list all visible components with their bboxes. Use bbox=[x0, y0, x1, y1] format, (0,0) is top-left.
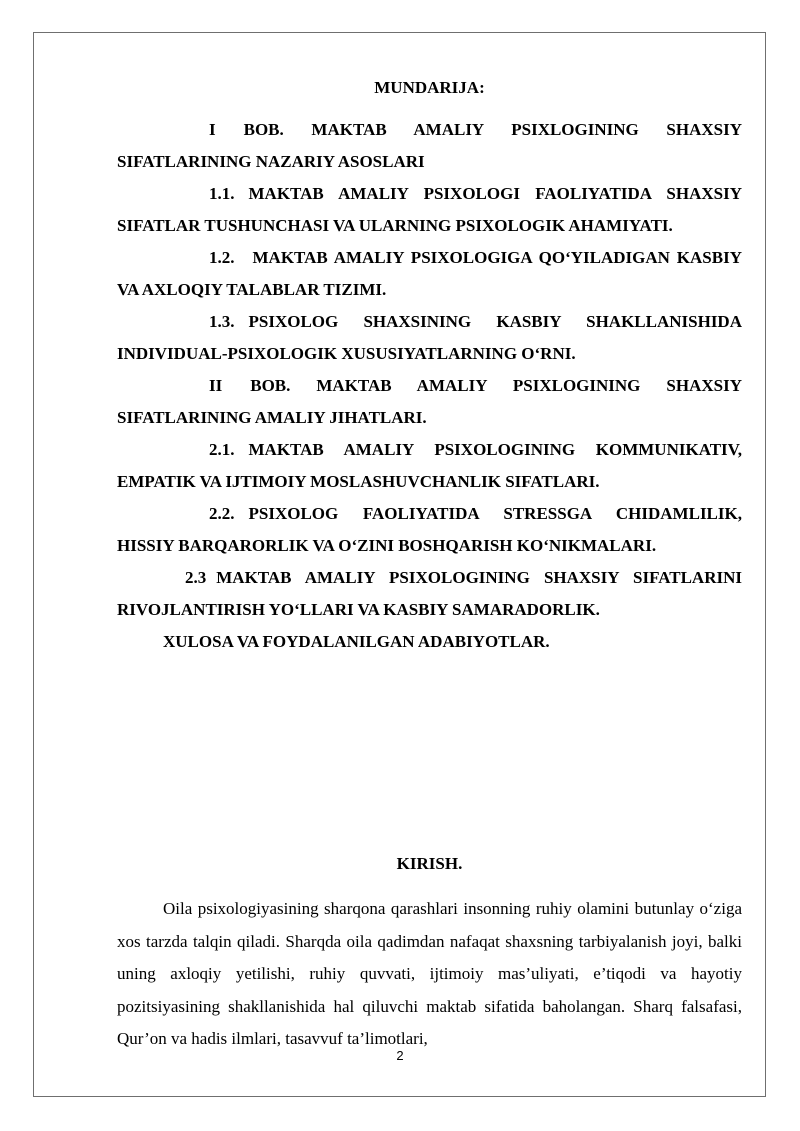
toc-entry-text: PSIXOLOG SHAXSINING KASBIY SHAKLLANISHIDA INDIVIDUAL-PSIXOLOGIK XUSUSIYATLARNING O‘RNI. bbox=[117, 312, 742, 363]
toc-title: MUNDARIJA: bbox=[374, 78, 485, 97]
toc-entry-chapter-2[interactable] bbox=[117, 370, 742, 434]
toc-entry-number: 2.3 bbox=[185, 568, 207, 587]
toc-entry-1-2[interactable] bbox=[117, 242, 742, 306]
toc-entry-text: MAKTAB AMALIY PSIXOLOGINING SHAXSIY SIFATLARINI RIVOJLANTIRISH YO‘LLARI VA KASBIY SAMARADORLIK. bbox=[117, 568, 742, 619]
toc-entry-2-2[interactable] bbox=[117, 498, 742, 562]
toc-entry-text: BOB. MAKTAB AMALIY PSIXLOGINING SHAXSIY SIFATLARINING NAZARIY ASOSLARI bbox=[117, 120, 742, 171]
toc-entry-number: 2.1. bbox=[209, 440, 235, 459]
page-number: 2 bbox=[396, 1048, 404, 1063]
toc-entry-number: I bbox=[209, 120, 216, 139]
toc-entry-number: 1.3. bbox=[209, 312, 235, 331]
toc-entry-number: 1.2. bbox=[209, 248, 235, 267]
toc-entry-text: MAKTAB AMALIY PSIXOLOGI FAOLIYATIDA SHAXSIY SIFATLAR TUSHUNCHASI VA ULARNING PSIXOLOGIK AHAMIYATI. bbox=[117, 184, 742, 235]
toc-entry-1-3[interactable] bbox=[117, 306, 742, 370]
toc-entry-text: MAKTAB AMALIY PSIXOLOGIGA QO‘YILADIGAN KASBIY VA AXLOQIY TALABLAR TIZIMI. bbox=[117, 248, 742, 299]
toc-entry-2-1[interactable] bbox=[117, 434, 742, 498]
toc-entry-number: 1.1. bbox=[209, 184, 235, 203]
table-of-contents bbox=[117, 114, 742, 658]
toc-entry-text: MAKTAB AMALIY PSIXOLOGINING KOMMUNIKATIV, EMPATIK VA IJTIMOIY MOSLASHUVCHANLIK SIFATLARI. bbox=[117, 440, 742, 491]
toc-entry-conclusion[interactable] bbox=[117, 626, 742, 658]
toc-entry-text: BOB. MAKTAB AMALIY PSIXLOGINING SHAXSIY SIFATLARINING AMALIY JIHATLARI. bbox=[117, 376, 742, 427]
toc-entry-number: II bbox=[209, 376, 223, 395]
toc-entry-text: XULOSA VA FOYDALANILGAN ADABIYOTLAR. bbox=[163, 632, 550, 651]
intro-heading: KIRISH. bbox=[396, 854, 463, 873]
toc-entry-chapter-1[interactable] bbox=[117, 114, 742, 178]
toc-entry-number: 2.2. bbox=[209, 504, 235, 523]
toc-entry-text: PSIXOLOG FAOLIYATIDA STRESSGA CHIDAMLILIK, HISSIY BARQARORLIK VA O‘ZINI BOSHQARISH KO‘NIKMALARI. bbox=[117, 504, 742, 555]
toc-entry-2-3[interactable] bbox=[117, 562, 742, 626]
toc-entry-1-1[interactable] bbox=[117, 178, 742, 242]
intro-paragraph: Oila psixologiyasining sharqona qarashlari insonning ruhiy olamini butunlay o‘ziga xos tarzda talqin qiladi. Sharqda oila qadimdan nafaqat shaxsning tarbiyalanish joyi, balki uning axloqiy yetilishi, ruhiy quvvati, ijtimoiy mas’uliyati, e’tiqodi va hayotiy pozitsiyasining shakllanishida hal qiluvchi maktab sifatida baholangan. Sharq falsafasi, Qur’on va hadis ilmlari, tasavvuf ta’limotlari, bbox=[117, 899, 742, 1048]
